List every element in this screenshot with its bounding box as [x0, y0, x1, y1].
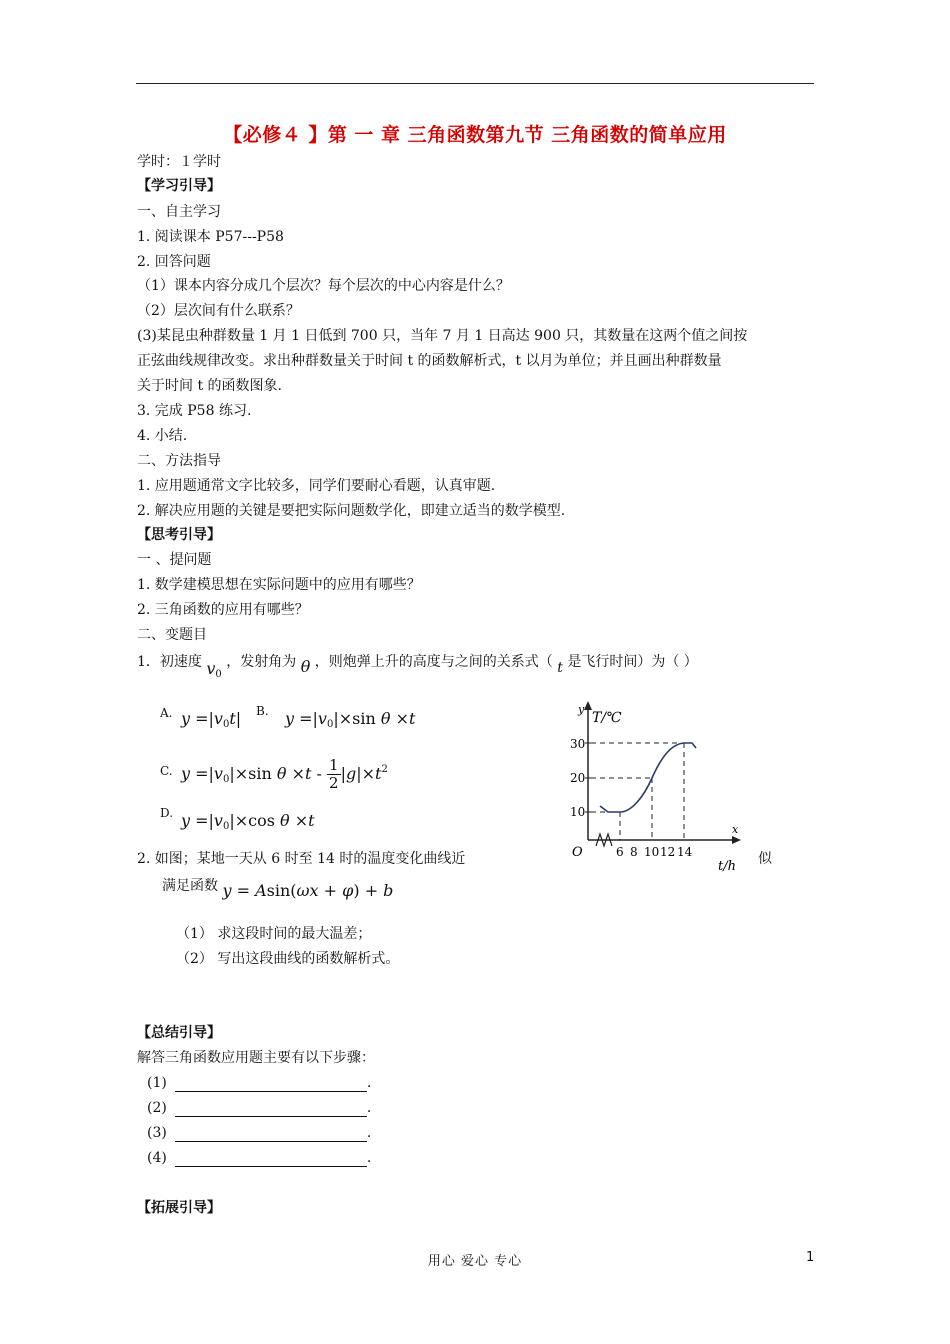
temperature-curve-figure	[560, 698, 780, 878]
figure-x-tick-12: 12	[660, 845, 676, 859]
self-study-heading: 一、自主学习	[137, 204, 221, 220]
option-a-label: A.	[160, 706, 173, 720]
summary-step-2	[147, 1099, 371, 1117]
summary-step-1	[147, 1074, 371, 1092]
summary-guide-heading: 【总结引导】	[137, 1025, 221, 1041]
step-end: .	[366, 1125, 372, 1141]
figure-x-axis-label: x	[732, 823, 739, 836]
question-3-line-1: (3)某昆虫种群数量 1 月 1 日低到 700 只，当年 7 月 1 日高达 900 只，其数量在这两个值之间按	[137, 328, 748, 344]
page-title: 【必修４ 】第 一 章 三角函数第九节 三角函数的简单应用	[223, 124, 727, 146]
step-end: .	[366, 1100, 372, 1116]
figure-x-tick-10: 10	[644, 845, 660, 859]
figure-x-arrow	[732, 836, 741, 844]
step-label: (3)	[147, 1125, 167, 1141]
step-blank	[175, 1128, 367, 1142]
step-blank	[175, 1103, 367, 1117]
header-rule	[136, 83, 814, 84]
v1-mid2: ，则炮弹上升的高度与之间的关系式（	[314, 654, 553, 670]
thinking-question-1: 1. 数学建模思想在实际问题中的应用有哪些？	[137, 577, 421, 593]
extension-guide-heading: 【拓展引导】	[137, 1200, 221, 1216]
step-label: (4)	[147, 1150, 167, 1166]
page-number: 1	[806, 1250, 815, 1265]
variant-question-2-sub-1: （1） 求这段时间的最大温差；	[176, 926, 372, 942]
footer-motto: 用心 爱心 专心	[427, 1254, 523, 1269]
summary-intro: 解答三角函数应用题主要有以下步骤：	[137, 1050, 375, 1066]
sine-model-formula: y = Asin(ωx + φ) + b	[222, 881, 394, 900]
variant-question-2-line-2	[162, 876, 394, 900]
item-3: 3. 完成 P58 练习.	[137, 403, 252, 419]
v1-mid1: ，发射角为	[226, 654, 297, 670]
figure-y-tick-20: 20	[570, 771, 586, 785]
figure-x-tick-6: 6	[616, 845, 624, 859]
step-label: (1)	[147, 1075, 167, 1091]
figure-x-unit-label: t/h	[718, 859, 736, 874]
figure-y-arrow	[584, 701, 592, 710]
v2-line2-text: 满足函数	[162, 878, 218, 894]
item-1: 1. 阅读课本 P57---P58	[137, 229, 284, 245]
variant-question-1	[137, 652, 698, 680]
option-d-formula: $y =|v_0|\times\cos$ θ ×t	[181, 811, 315, 832]
figure-origin-label: O	[572, 845, 583, 860]
thinking-question-2: 2. 三角函数的应用有哪些？	[137, 602, 309, 618]
class-hours: 学时：１学时	[137, 154, 221, 170]
figure-y-tick-10: 10	[570, 805, 586, 819]
item-4: 4. 小结.	[137, 428, 188, 444]
study-guide-heading: 【学习引导】	[137, 178, 221, 194]
step-blank	[175, 1078, 367, 1092]
step-end: .	[366, 1150, 372, 1166]
summary-step-3	[147, 1124, 371, 1142]
figure-x-tick-8: 8	[630, 845, 638, 859]
question-1: （1）课本内容分成几个层次？每个层次的中心内容是什么？	[137, 278, 510, 294]
variant-question-2-sub-2: （2） 写出这段曲线的函数解析式。	[176, 951, 400, 967]
v1-suffix: 是飞行时间）为（ ）	[567, 654, 698, 670]
questions-heading: 一 、提问题	[137, 552, 212, 568]
question-3-line-3: 关于时间 t 的函数图象.	[137, 378, 282, 394]
initial-velocity-symbol: $v_0$	[206, 659, 222, 680]
method-guide-heading: 二、方法指导	[137, 453, 221, 469]
figure-y-tick-30: 30	[570, 737, 586, 751]
variant-heading: 二、变题目	[137, 627, 207, 643]
method-1: 1. 应用题通常文字比较多，同学们要耐心看题，认真审题.	[137, 478, 496, 494]
variant-question-2-line-1: 2. 如图；某地一天从 6 时至 14 时的温度变化曲线近	[137, 851, 466, 867]
option-d-label: D.	[160, 806, 174, 820]
option-c-formula: $y =|v_0|\times\sin$ θ ×t - $\frac{1}{2}$ $|g|\times t^2$	[181, 756, 388, 792]
thinking-guide-heading: 【思考引导】	[137, 527, 221, 543]
question-3-line-2: 正弦曲线规律改变。求出种群数量关于时间 t 的函数解析式，t 以月为单位；并且画出种群数量	[137, 353, 722, 369]
v1-prefix: 1．初速度	[137, 654, 202, 670]
question-2: （2）层次间有什么联系？	[137, 303, 300, 319]
figure-unit-label: T/℃	[592, 710, 622, 726]
option-b-formula: $y =|v_0|\times\sin$ θ ×t	[285, 709, 416, 730]
step-end: .	[366, 1075, 372, 1091]
figure-y-axis-label: y	[578, 703, 585, 716]
angle-symbol: θ	[300, 657, 311, 676]
step-blank	[175, 1153, 367, 1167]
step-label: (2)	[147, 1100, 167, 1116]
summary-step-4	[147, 1149, 371, 1167]
option-c-label: C.	[160, 764, 173, 778]
time-symbol: t	[557, 660, 563, 676]
figure-x-tick-14: 14	[677, 845, 693, 859]
item-2: 2. 回答问题	[137, 254, 211, 270]
variant-question-2-tail: 似	[758, 851, 772, 867]
method-2: 2. 解决应用题的关键是要把实际问题数学化，即建立适当的数学模型.	[137, 503, 566, 519]
option-a-formula: $y =|v_0t|$	[181, 709, 242, 730]
option-b-label: B.	[256, 704, 269, 718]
